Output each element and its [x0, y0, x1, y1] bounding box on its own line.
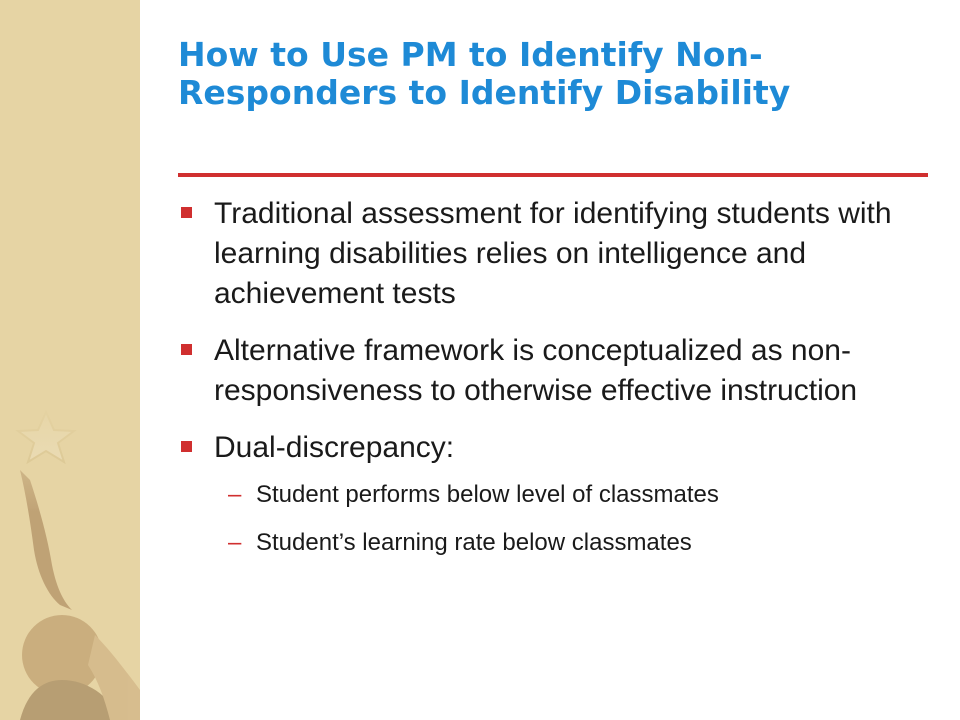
side-decor-panel	[0, 0, 140, 720]
sub-bullet-item	[214, 528, 918, 558]
sub-bullet-text: Student’s learning rate below classmates	[256, 529, 692, 556]
decorative-art	[0, 400, 140, 720]
title-divider	[178, 173, 928, 177]
dash-bullet-icon: –	[228, 529, 242, 556]
bullet-text: Dual-discrepancy:	[214, 431, 455, 464]
sub-bullet-list	[214, 480, 918, 558]
bullet-item	[178, 331, 918, 411]
sub-bullet-text: Student performs below level of classmates	[256, 481, 719, 508]
square-bullet-icon	[181, 441, 192, 452]
sub-bullet-item	[214, 480, 918, 510]
bullet-text: Traditional assessment for identifying students with learning disabilities relies on intelligence and achievement tests	[214, 197, 892, 310]
bullet-list	[178, 194, 918, 576]
square-bullet-icon	[181, 207, 192, 218]
bullet-text: Alternative framework is conceptualized as non-responsiveness to otherwise effective instruction	[214, 334, 858, 407]
square-bullet-icon	[181, 344, 192, 355]
bullet-item	[178, 194, 918, 314]
bullet-item	[178, 428, 918, 558]
dash-bullet-icon: –	[228, 481, 242, 508]
slide-title: How to Use PM to Identify Non-Responders to Identify Disability	[178, 35, 791, 112]
